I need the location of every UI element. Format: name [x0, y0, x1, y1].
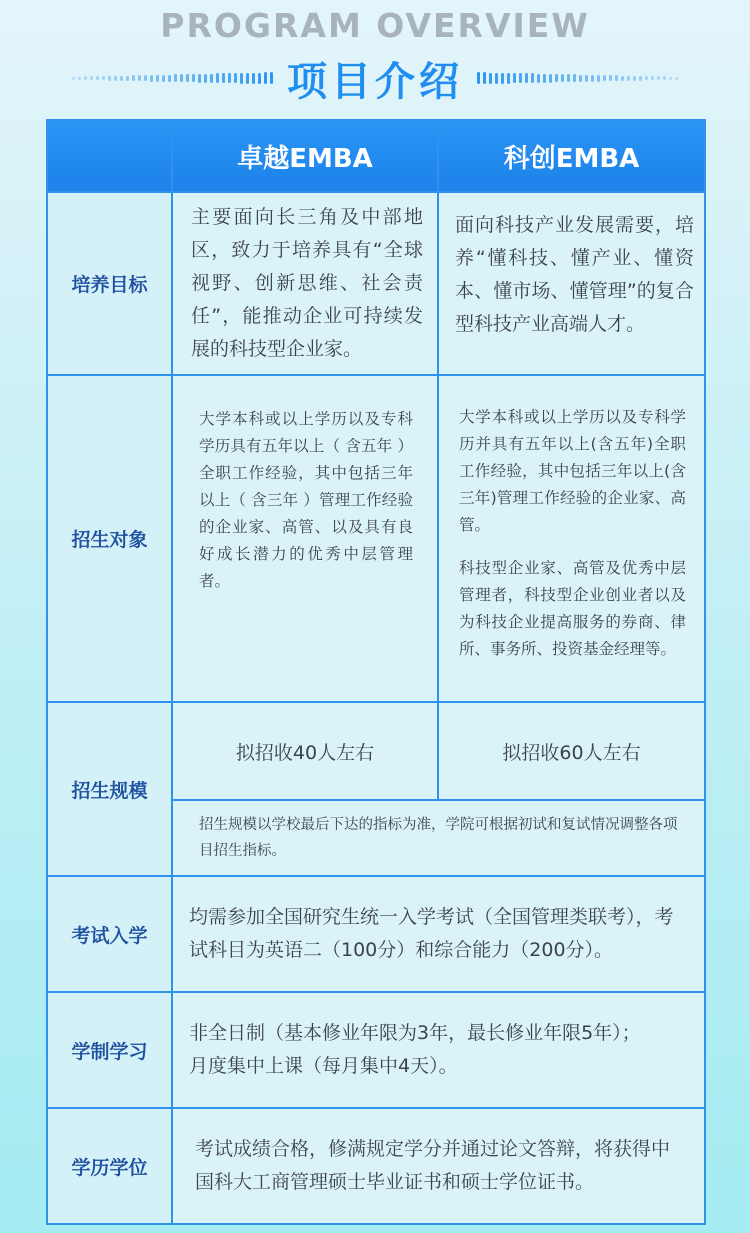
divider-dot: [180, 74, 183, 82]
divider-dot: [507, 73, 510, 84]
row-label-exam: 考试入学: [47, 876, 172, 992]
divider-dot: [120, 76, 123, 81]
divider-dot: [519, 73, 522, 83]
scale-tech-cell: [438, 702, 705, 800]
divider-dot: [531, 73, 534, 83]
scale-excellence-text: 拟招收40人左右: [235, 741, 375, 764]
divider-dot: [228, 73, 231, 83]
divider-dot: [84, 76, 87, 80]
divider-dot: [114, 76, 117, 81]
divider-dot: [639, 76, 642, 81]
page-header: [0, 0, 750, 118]
divider-dot: [663, 76, 666, 80]
column-header-excellence-emba: 卓越EMBA: [172, 120, 438, 192]
program-overview-table: [46, 119, 706, 1225]
system-cell: [172, 992, 705, 1108]
row-label-degree: 学历学位: [47, 1108, 172, 1224]
row-label-goal: 培养目标: [47, 192, 172, 375]
chinese-title: 项目介绍: [287, 58, 463, 105]
divider-dot: [555, 74, 558, 82]
divider-dot: [513, 73, 516, 83]
divider-dot: [675, 77, 678, 80]
divider-dot: [186, 74, 189, 82]
divider-dot: [204, 74, 207, 83]
divider-dot: [78, 77, 81, 80]
goal-excellence-text: 主要面向长三角及中部地区，致力于培养具有“全球视野、创新思维、社会责任”，能推动企业可持续发展的科技型企业家。: [191, 206, 423, 360]
divider-dot: [525, 73, 528, 83]
divider-dot: [645, 76, 648, 80]
english-title: PROGRAM OVERVIEW: [160, 6, 590, 45]
degree-text: 考试成绩合格，修满规定学分并通过论文答辩，将获得中国科大工商管理硕士毕业证书和硕士学位证书。: [195, 1138, 671, 1193]
table-row-exam: [47, 876, 705, 992]
divider-dot: [192, 74, 195, 82]
divider-dot: [543, 74, 546, 83]
table-row-goal: [47, 192, 705, 375]
row-label-target: 招生对象: [47, 375, 172, 702]
scale-excellence-cell: [172, 702, 438, 800]
divider-dot: [108, 76, 111, 81]
divider-dot: [138, 75, 141, 81]
divider-dot: [102, 76, 105, 80]
system-text-line2: 月度集中上课（每月集中4天）。: [189, 1055, 458, 1077]
divider-dot: [126, 76, 129, 81]
divider-dot: [198, 74, 201, 83]
divider-dot: [669, 77, 672, 80]
divider-dot: [651, 76, 654, 80]
target-tech-cell: [438, 375, 705, 702]
divider-dot: [495, 73, 498, 84]
divider-dot: [483, 72, 486, 84]
divider-dot: [90, 76, 93, 80]
divider-dot: [615, 75, 618, 81]
chinese-title-row: [0, 52, 750, 104]
table-row-system: [47, 992, 705, 1108]
divider-dot: [174, 74, 177, 82]
scale-note-text: 招生规模以学校最后下达的指标为准，学院可根据初试和复试情况调整各项目招生指标。: [199, 817, 678, 859]
divider-dot: [210, 74, 213, 83]
divider-dot: [246, 73, 249, 84]
divider-dot: [168, 75, 171, 82]
exam-cell: [172, 876, 705, 992]
divider-dot: [240, 73, 243, 84]
table-row-degree: [47, 1108, 705, 1224]
divider-dot: [501, 73, 504, 84]
divider-dot: [162, 75, 165, 82]
divider-dot: [270, 72, 273, 84]
exam-text: 均需参加全国研究生统一入学考试（全国管理类联考），考试科目为英语二（100分）和综合能力（200分）。: [189, 906, 674, 961]
divider-dot: [96, 76, 99, 80]
goal-excellence-cell: [172, 192, 438, 375]
divider-dot: [573, 74, 576, 82]
goal-tech-cell: [438, 192, 705, 375]
divider-dot: [633, 76, 636, 81]
row-label-scale: 招生规模: [47, 702, 172, 876]
divider-dot: [591, 75, 594, 82]
divider-dot: [222, 73, 225, 83]
divider-dot: [489, 73, 492, 84]
divider-dot: [603, 75, 606, 81]
table-row-scale: [47, 702, 705, 800]
header-corner-cell: [47, 120, 172, 192]
divider-dot: [549, 74, 552, 83]
divider-dot: [72, 77, 75, 80]
divider-dot: [621, 76, 624, 81]
divider-dot: [144, 75, 147, 81]
divider-dot: [234, 73, 237, 83]
divider-dot: [585, 75, 588, 82]
row-label-system: 学制学习: [47, 992, 172, 1108]
scale-note-cell: [172, 800, 705, 876]
dotted-divider-left-icon: [72, 72, 273, 84]
divider-dot: [597, 75, 600, 82]
divider-dot: [561, 74, 564, 82]
scale-tech-text: 拟招收60人左右: [502, 741, 641, 764]
divider-dot: [258, 73, 261, 84]
divider-dot: [609, 75, 612, 81]
column-header-tech-emba: 科创EMBA: [438, 120, 705, 192]
target-excellence-text: 大学本科或以上学历以及专科学历具有五年以上（ 含五年 ）全职工作经验，其中包括三年以上（ 含三年 ）管理工作经验的企业家、高管、以及具有良好成长潜力的优秀中层管理者。: [199, 410, 413, 590]
table-row-target: [47, 375, 705, 702]
target-tech-text-2: 科技型企业家、高管及优秀中层管理者，科技型企业创业者以及为科技企业提高服务的券商、律所、事务所、投资基金经理等。: [459, 559, 686, 658]
target-excellence-cell: [172, 375, 438, 702]
divider-dot: [537, 74, 540, 83]
goal-tech-text: 面向科技产业发展需要，培养“懂科技、懂产业、懂资本、懂市场、懂管理”的复合型科技产业高端人才。: [455, 214, 694, 335]
dotted-divider-right-icon: [477, 72, 678, 84]
divider-dot: [627, 76, 630, 81]
table-header-row: [47, 120, 705, 192]
target-tech-text-1: 大学本科或以上学历以及专科学历并具有五年以上(含五年)全职工作经验，其中包括三年以上(含三年)管理工作经验的企业家、高管。: [459, 408, 686, 534]
divider-dot: [132, 75, 135, 81]
system-text-line1: 非全日制（基本修业年限为3年，最长修业年限5年）；: [189, 1022, 641, 1044]
divider-dot: [477, 72, 480, 84]
degree-cell: [172, 1108, 705, 1224]
divider-dot: [567, 74, 570, 82]
divider-dot: [252, 73, 255, 84]
divider-dot: [156, 75, 159, 82]
divider-dot: [150, 75, 153, 82]
divider-dot: [264, 72, 267, 84]
divider-dot: [657, 76, 660, 80]
divider-dot: [579, 75, 582, 82]
divider-dot: [216, 73, 219, 83]
